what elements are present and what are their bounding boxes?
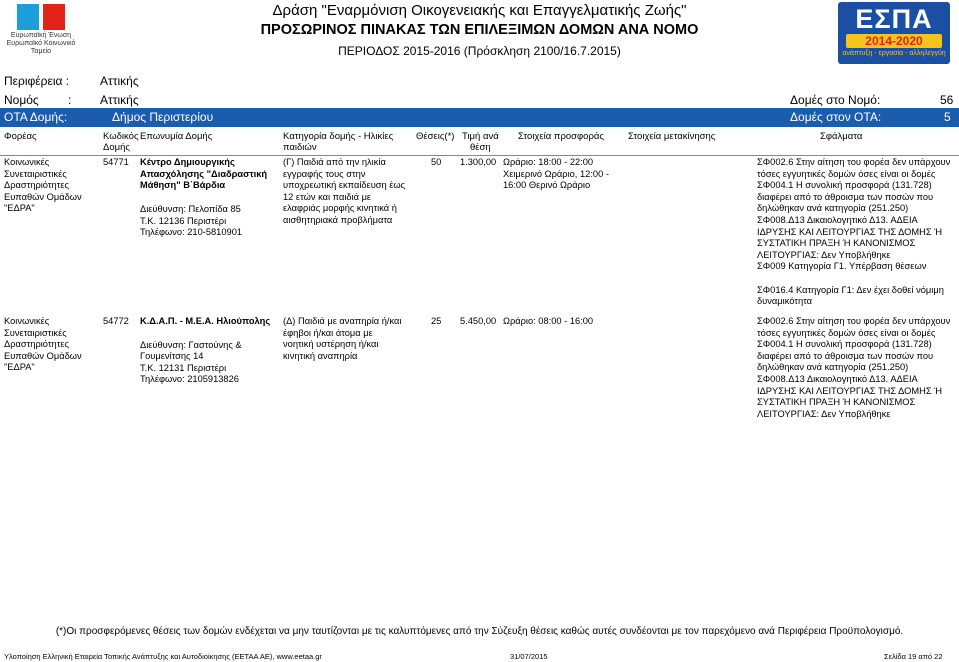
col-metakinisis: Στοιχεία μετακίνησης: [628, 131, 716, 142]
prefecture-colon: :: [68, 93, 72, 107]
ota-value: Δήμος Περιστερίου: [112, 110, 214, 124]
prefecture-label: Νομός: [4, 93, 39, 107]
ota-count-label: Δομές στον ΟΤΑ:: [790, 110, 882, 124]
document-title: Δράση "Εναρμόνιση Οικογενειακής και Επαγγελματικής Ζωής": [272, 2, 687, 19]
espa-logo-title: ΕΣΠΑ: [855, 4, 933, 34]
row1-foreas: Κοινωνικές Συνεταιριστικές Δραστηριότητες Ευπαθών Ομάδων "ΕΔΡΑ": [4, 157, 82, 214]
col-katigoria: Κατηγορία δομής - Ηλικίες παιδιών: [283, 131, 394, 153]
prefecture-count: 56: [940, 93, 954, 107]
row2-timi: 5.450,00: [460, 316, 497, 326]
col-sfalmata: Σφάλματα: [820, 131, 863, 142]
row2-katigoria: (Δ) Παιδιά με αναπηρία ή/και έφηβοι ή/και άτομα με νοητική υστέρηση ή/και κινητική αναπηρία: [283, 316, 402, 361]
col-foreas: Φορέας: [4, 131, 37, 142]
footer-credit: Υλοποίηση Ελληνική Εταιρεία Τοπικής Ανάπτυξης και Αυτοδιοίκησης (ΕΕΤΑΑ ΑΕ), www.eetaa.gr: [4, 652, 322, 661]
row1-kodikos: 54771: [103, 157, 129, 167]
row2-prosfora: Ωράριο: 08:00 - 16:00: [503, 316, 594, 326]
region-label: Περιφέρεια :: [4, 74, 70, 88]
prefecture-value: Αττικής: [100, 93, 139, 107]
ota-label: ΟΤΑ Δομής:: [4, 110, 68, 124]
ota-bar: [0, 108, 959, 127]
row1-prosfora: Ωράριο: 18:00 - 22:00 Χειμερινό Ωράριο, 12:00 - 16:00 Θερινό Ωράριο: [503, 157, 609, 191]
eu-logo-caption: Ευρωπαϊκή Ένωση Ευρωπαϊκό Κοινωνικό Ταμείο: [6, 32, 76, 55]
row2-name: Κ.Δ.Α.Π. - Μ.Ε.Α. Ηλιούπολης: [140, 316, 271, 326]
row1-sfalmata: ΣΦ002.6 Στην αίτηση του φορέα δεν υπάρχουν τόσες εγγυητικές δομών όσες είναι οι δομές ΣΦ004.1 Η συνολική προσφορά (131.728) διαφέρει από το άθροισμα των ποσών που δηλώθηκαν ανά κατηγορία (251.250) ΣΦ008.Δ13 Δικαιολογητικό Δ13. ΑΔΕΙΑ ΙΔΡΥΣΗΣ ΚΑΙ ΛΕΙΤΟΥΡΓΙΑΣ ΤΗΣ ΔΟΜΗΣ Ή ΣΥΣΤΑΤΙΚΗ ΠΡΑΞΗ Ή ΚΑΝΟΝΙΣΜΟΣ ΛΕΙΤΟΥΡΓΙΑΣ: Δεν Υποβλήθηκε ΣΦ009 Κατηγορία Γ1. Υπέρβαση θέσεων ΣΦ016.4 Κατηγορία Γ1: Δεν έχει δοθεί νόμιμη δυναμικότητα: [757, 157, 951, 307]
row2-address: Διεύθυνση: Γαστούνης & Γουμενίτσης 14 Τ.Κ. 12131 Περιστέρι Τηλέφωνο: 2105913826: [140, 339, 242, 385]
document-period: ΠΕΡΙΟΔΟΣ 2015-2016 (Πρόσκληση 2100/16.7.2015): [338, 44, 621, 58]
row2-theseis: 25: [431, 316, 442, 326]
row2-sfalmata: ΣΦ002.6 Στην αίτηση του φορέα δεν υπάρχουν τόσες εγγυητικές δομών όσες είναι οι δομές ΣΦ004.1 Η συνολική προσφορά (131.728) διαφέρει από το άθροισμα των ποσών που δηλώθηκαν ανά κατηγορία (251.250) ΣΦ008.Δ13 Δικαιολογητικό Δ13. ΑΔΕΙΑ ΙΔΡΥΣΗΣ ΚΑΙ ΛΕΙΤΟΥΡΓΙΑΣ ΤΗΣ ΔΟΜΗΣ Ή ΣΥΣΤΑΤΙΚΗ ΠΡΑΞΗ Ή ΚΑΝΟΝΙΣΜΟΣ ΛΕΙΤΟΥΡΓΙΑΣ: Δεν Υποβλήθηκε: [757, 316, 951, 419]
footer-page: Σελίδα 19 από 22: [884, 652, 943, 661]
row1-katigoria: (Γ) Παιδιά από την ηλικία εγγραφής τους στην υποχρεωτική εκπαίδευση έως 12 ετών και παιδιά με ελαφριάς μορφής κινητικά ή αισθητηριακά προβλήματα: [283, 157, 406, 225]
espa-logo-years: 2014-2020: [846, 34, 942, 48]
col-timi: Τιμή ανά θέση: [462, 131, 499, 153]
col-kodikos: Κωδικός Δομής: [103, 131, 139, 153]
prefecture-count-label: Δομές στο Νομό:: [790, 93, 881, 107]
row1-name: Κέντρο Δημιουργικής Απασχόλησης "Διαδραστική Μάθηση" Β΄Βάρδια: [140, 157, 268, 191]
footnote: (*)Οι προσφερόμενες θέσεις των δομών ενδέχεται να μην ταυτίζονται με τις καλυπτόμενες από την Σύζευξη θέσεις καθώς αυτές συνδέονται με τον παρεχόμενο ανά Περιφέρεια Προϋπολογισμό.: [55, 626, 904, 637]
region-value: Αττικής: [100, 74, 139, 88]
row2-kodikos: 54772: [103, 316, 129, 326]
row2-foreas: Κοινωνικές Συνεταιριστικές Δραστηριότητες Ευπαθών Ομάδων "ΕΔΡΑ": [4, 316, 82, 373]
col-eponymia: Επωνυμία Δομής: [140, 131, 213, 142]
header-divider: [0, 155, 959, 156]
footer-date: 31/07/2015: [510, 652, 548, 661]
row1-timi: 1.300,00: [460, 157, 497, 167]
row1-theseis: 50: [431, 157, 442, 167]
espa-logo: [838, 2, 950, 64]
row1-address: Διεύθυνση: Πελοπίδα 85 Τ.Κ. 12136 Περιστέρι Τηλέφωνο: 210-5810901: [140, 204, 243, 238]
document-subtitle: ΠΡΟΣΩΡΙΝΟΣ ΠΙΝΑΚΑΣ ΤΩΝ ΕΠΙΛΕΞΙΜΩΝ ΔΟΜΩΝ ΑΝΑ ΝΟΜΟ: [260, 22, 699, 38]
col-theseis: Θέσεις(*): [416, 131, 455, 142]
col-stoixeia: Στοιχεία προσφοράς: [518, 131, 604, 142]
espa-logo-motto: ανάπτυξη - εργασία - αλληλεγγύη: [842, 50, 946, 57]
ota-count: 5: [944, 110, 951, 124]
